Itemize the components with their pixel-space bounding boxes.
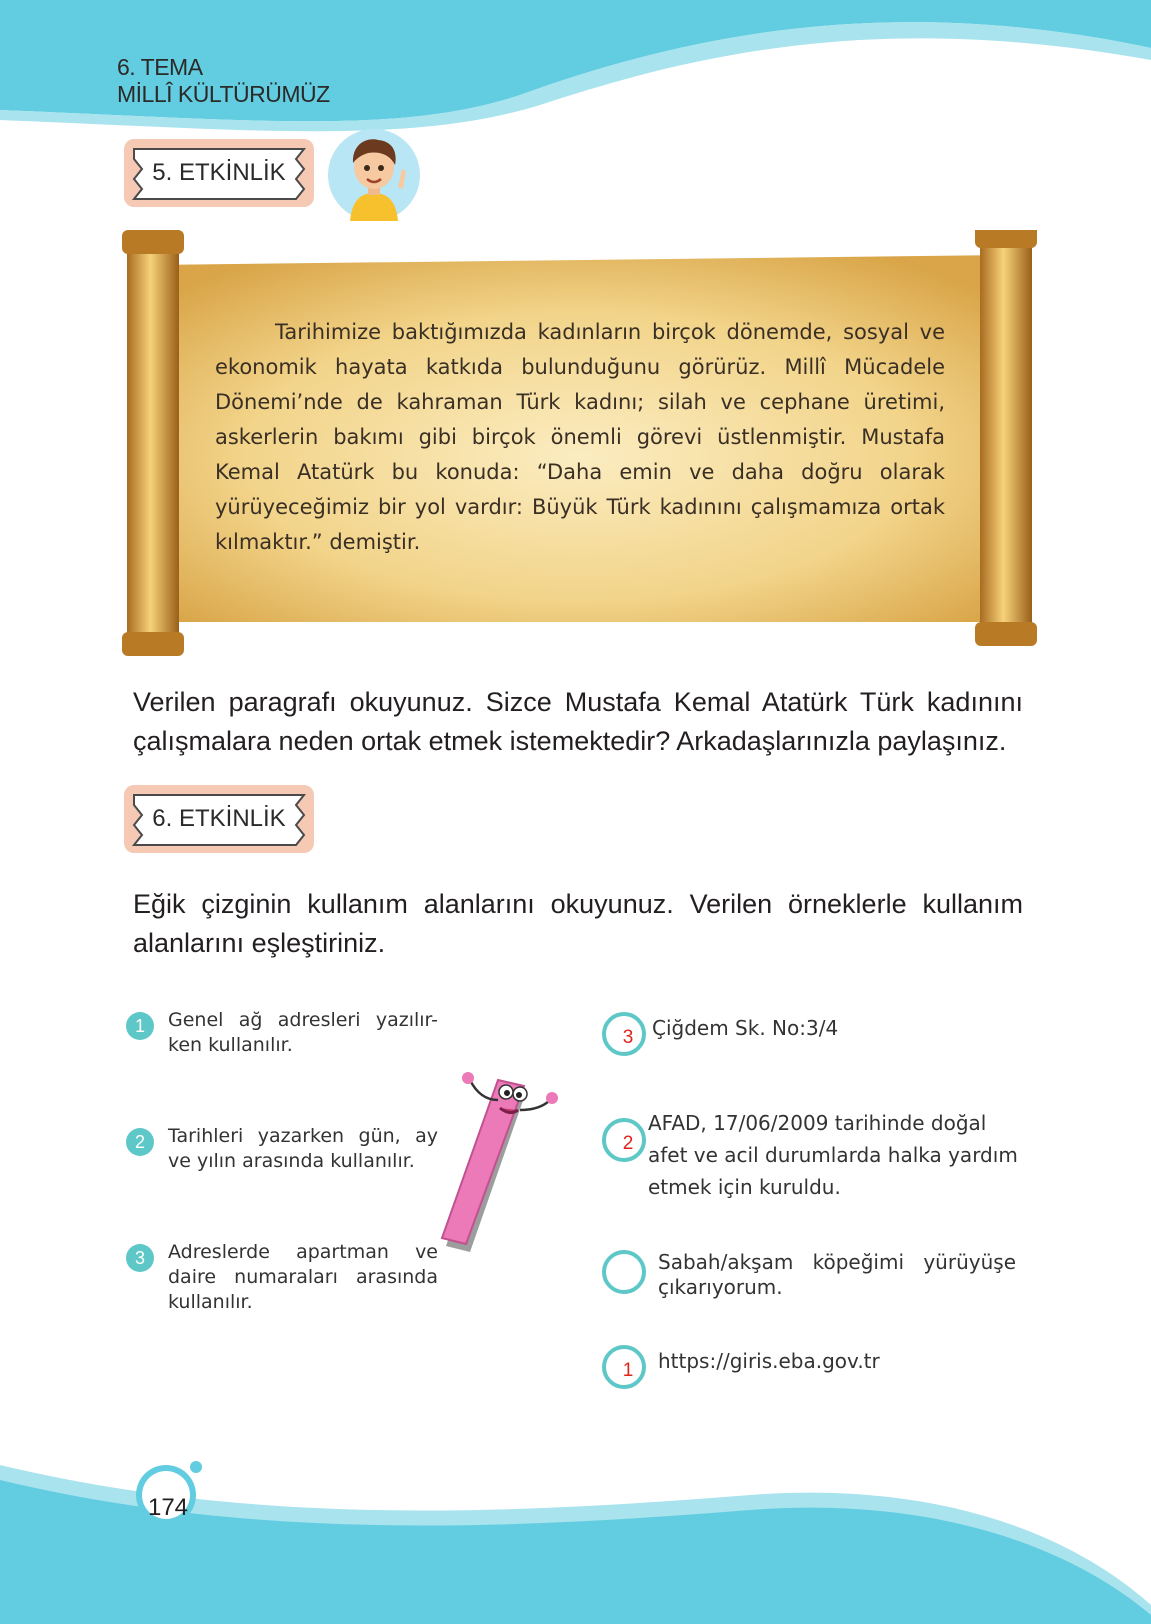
answer-ring[interactable] <box>602 1345 646 1389</box>
paragraph-text: Tarihimize baktığımızda kadınların birçok dönemde, sosyal ve ekonomik hayata katkıda bulunduğunu görürüz. Millî Mücadele Dönemi’nde de kahraman Türk kadını; silah ve cephane üretimi, askerlerin bakımı gibi birçok önemli görevi üstlenmiştir. Mustafa Kemal Atatürk bu konuda: “Daha emin ve daha doğru olarak yürüyeceğimiz bir yol vardır: Büyük Türk kadınını çalışmamıza ortak kılmaktır.” demiştir. <box>215 320 945 554</box>
theme-name: MİLLÎ KÜLTÜRÜMÜZ <box>117 81 330 107</box>
use-text: Tarihleri yazarken gün, ay ve yılın arasında kullanılır. <box>168 1125 438 1172</box>
activity-6-instruction: Eğik çizginin kullanım alanlarını okuyunuz. Verilen örneklerle kullanım alanlarını eşleştiriniz. <box>133 889 1023 958</box>
example-text: Sabah/akşam köpeğimi yürüyüşe çıkarıyorum. <box>658 1250 1016 1299</box>
activity-6-banner <box>124 783 314 855</box>
page-number: 174 <box>147 1494 189 1521</box>
activity-5-label: 5. ETKİNLİK <box>152 159 286 186</box>
example-text: AFAD, 17/06/2009 tarihinde doğal afet ve acil durumlarda halka yardım etmek için kuruldu. <box>648 1111 1018 1199</box>
use-text: Adreslerde apartman ve daire numaraları arasında kullanılır. <box>168 1241 438 1313</box>
use-number-badge: 2 <box>126 1128 154 1156</box>
theme-title <box>117 54 330 108</box>
boy-avatar-icon <box>328 129 420 221</box>
activity-5-question: Verilen paragrafı okuyunuz. Sizce Mustafa Kemal Atatürk Türk kadınını çalışmalara neden ortak etmek istemektedir? Arkadaşlarınızla paylaşınız. <box>133 687 1023 756</box>
answer-ring[interactable] <box>602 1250 646 1294</box>
answer-number <box>606 1254 650 1298</box>
example-text: https://giris.eba.gov.tr <box>658 1349 880 1373</box>
answer-number: 2 <box>622 1133 634 1154</box>
answer-ring[interactable] <box>602 1118 646 1162</box>
answer-number: 1 <box>622 1360 634 1381</box>
use-number-badge: 3 <box>126 1244 154 1272</box>
use-text: Genel ağ adresleri yazılır-ken kullanılır. <box>168 1009 438 1056</box>
footer-wave <box>0 1455 1151 1624</box>
activity-5-paragraph <box>215 315 945 560</box>
activity-5-banner <box>124 137 314 209</box>
example-text: Çiğdem Sk. No:3/4 <box>652 1016 839 1040</box>
slash-mascot-icon <box>440 1070 590 1260</box>
use-number-badge: 1 <box>126 1012 154 1040</box>
theme-number: 6. TEMA <box>117 54 203 80</box>
answer-number: 3 <box>622 1027 634 1048</box>
activity-6-label: 6. ETKİNLİK <box>152 805 286 832</box>
answer-ring[interactable] <box>602 1012 646 1056</box>
